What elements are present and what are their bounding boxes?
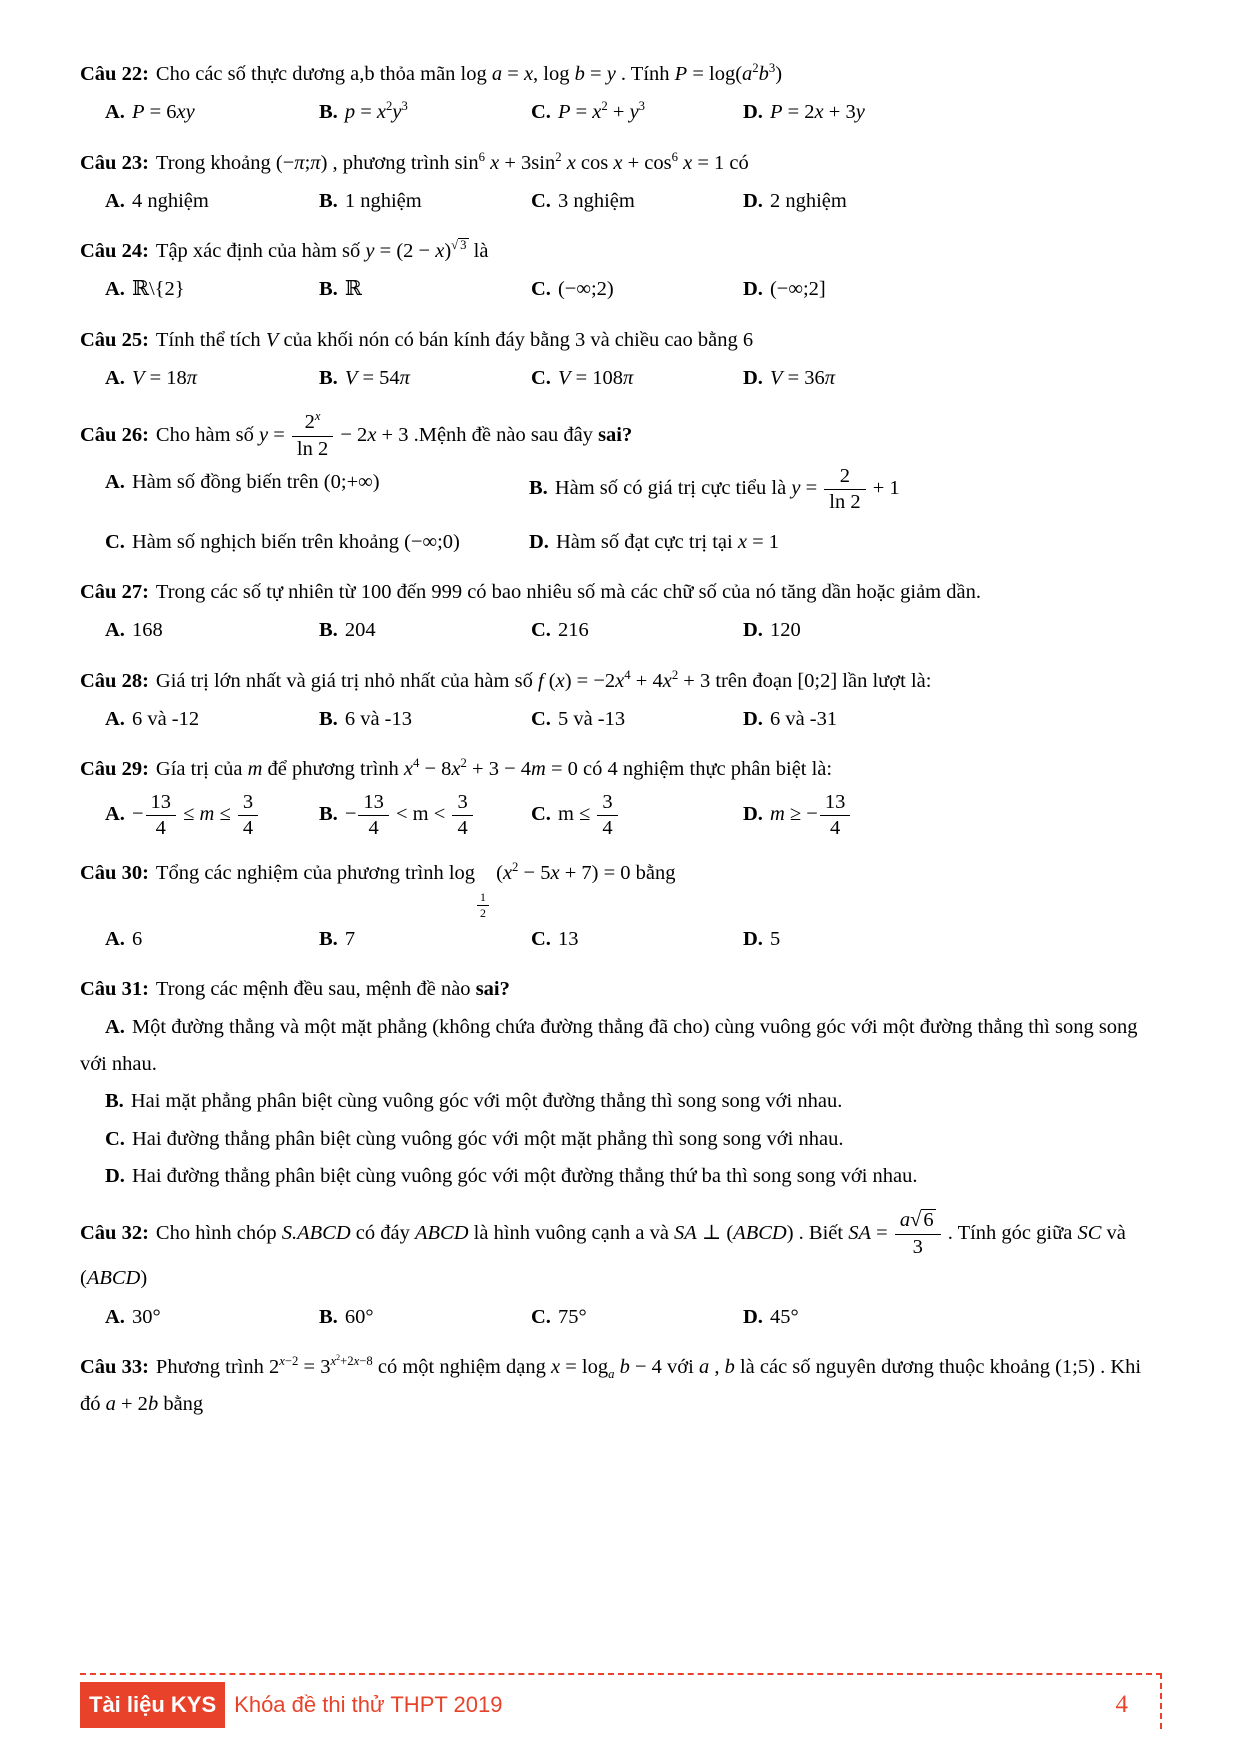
- option-a: [80, 1009, 1162, 1084]
- question-number: Câu 26:: [80, 424, 149, 447]
- question-number: Câu 23:: [80, 151, 149, 174]
- option-b: [319, 94, 531, 131]
- option-c: [80, 1121, 1162, 1158]
- question-stem: [80, 410, 1162, 462]
- option-d-text: 45°: [769, 1305, 799, 1328]
- question-cau-23: [80, 145, 1162, 221]
- option-c-text: 3 nghiệm: [557, 189, 635, 212]
- option-b-label: B.: [319, 101, 338, 124]
- option-d-text: 2 nghiệm: [769, 189, 847, 212]
- question-cau-25: [80, 322, 1162, 398]
- option-b-text: Hai mặt phẳng phân biệt cùng vuông góc với một đường thẳng thì song song với nhau.: [130, 1090, 843, 1113]
- option-c-text: V = 108π: [557, 367, 634, 390]
- option-c-label: C.: [531, 189, 551, 212]
- option-d: [80, 1158, 1162, 1195]
- option-b-label: B.: [319, 708, 338, 731]
- question-text: Gía trị của m để phương trình $x^4 - 8x^2 + 3 - 4m = 0$ có 4 nghiệm thực phân biệt là:: [155, 756, 833, 781]
- option-b-text: 1 nghiệm: [344, 189, 422, 212]
- option-d: [743, 360, 1162, 397]
- question-text: Cho các số thực dương a,b thỏa mãn log a = x, log b = y . Tính $P = \log(a^2b^3)$: [155, 61, 783, 85]
- option-c: [105, 524, 529, 561]
- question-stem: [80, 1208, 1162, 1298]
- option-c-label: C.: [105, 530, 125, 553]
- option-a-text: Một đường thẳng và một mặt phẳng (không chứa đường thẳng đã cho) cùng vuông góc với một đường thẳng thì song song với nhau.: [80, 1015, 1138, 1075]
- option-a: [105, 790, 319, 842]
- option-d-label: D.: [105, 1164, 125, 1187]
- question-number: Câu 30:: [80, 861, 149, 884]
- answer-options: [80, 1009, 1162, 1195]
- question-cau-30: [80, 855, 1162, 958]
- question-cau-27: [80, 574, 1162, 650]
- option-a-label: A.: [105, 470, 125, 493]
- option-c-label: C.: [531, 101, 551, 124]
- question-text: Cho hàm số y = $\frac{2^x}{\ln 2}$ − 2x + 3 .Mệnh đề nào sau đây sai?: [156, 424, 632, 446]
- option-c-text: Hàm số nghịch biến trên khoảng (−∞;0): [131, 530, 460, 553]
- question-stem: [80, 322, 1162, 359]
- answer-options: [105, 94, 1162, 131]
- option-b-label: B.: [319, 803, 338, 826]
- option-a-label: A.: [105, 928, 125, 951]
- option-a-text: 30°: [131, 1305, 161, 1328]
- question-number: Câu 32:: [80, 1221, 149, 1244]
- option-b-text: − $\frac{13}{4}$ < m < $\frac{3}{4}$: [345, 803, 475, 825]
- option-d-text: m ≥ − $\frac{13}{4}$: [770, 803, 852, 825]
- question-text: Phương trình $2^{x-2} = 3^{x^2+2x-8}$ có một nghiệm dạng $x = \log_a b - 4$ với a , b là các số nguyên dương thuộc khoảng (1;5) . Khi đó a + 2b bằng: [80, 1352, 1142, 1416]
- option-d: [743, 271, 1162, 308]
- option-b-label: B.: [319, 189, 338, 212]
- option-a: [105, 94, 319, 131]
- option-c-text: 13: [557, 928, 579, 951]
- question-stem: [80, 574, 1162, 611]
- option-d: [743, 183, 1162, 220]
- answer-options: [105, 464, 1162, 562]
- question-number: Câu 27:: [80, 581, 149, 604]
- option-d-text: 120: [769, 619, 801, 642]
- option-b-label: B.: [319, 928, 338, 951]
- brand-badge: Tài liệu KYS: [80, 1682, 225, 1728]
- question-text: Trong các mệnh đều sau, mệnh đề nào sai?: [155, 978, 510, 1001]
- option-a-text: ℝ\{2}: [131, 278, 185, 301]
- page-number: 4: [1115, 1691, 1128, 1719]
- option-d-text: (−∞;2]: [769, 278, 826, 301]
- option-a-label: A.: [105, 101, 125, 124]
- option-d-label: D.: [743, 367, 763, 390]
- option-b: [319, 701, 531, 738]
- option-b: [319, 921, 531, 958]
- option-d-text: 5: [769, 928, 781, 951]
- option-c-text: m ≤ $\frac{3}{4}$: [558, 803, 620, 825]
- question-stem: [80, 855, 1162, 920]
- option-a: [105, 701, 319, 738]
- question-cau-24: [80, 233, 1162, 309]
- question-stem: [80, 971, 1162, 1008]
- question-number: Câu 25:: [80, 328, 149, 351]
- option-b: [319, 183, 531, 220]
- question-stem: [80, 56, 1162, 93]
- option-d: [743, 612, 1162, 649]
- question-cau-31: [80, 971, 1162, 1195]
- option-c-label: C.: [105, 1127, 125, 1150]
- option-c-text: Hai đường thẳng phân biệt cùng vuông góc với một mặt phẳng thì song song với nhau.: [131, 1127, 844, 1150]
- option-d-label: D.: [529, 530, 549, 553]
- option-b-text: 204: [344, 619, 376, 642]
- question-cau-32: [80, 1208, 1162, 1336]
- option-a: [105, 183, 319, 220]
- question-text: Tính thể tích V của khối nón có bán kính đáy bằng 3 và chiều cao bằng 6: [155, 328, 754, 351]
- option-c-label: C.: [531, 928, 551, 951]
- question-cau-33: [80, 1349, 1162, 1424]
- question-number: Câu 28:: [80, 669, 149, 692]
- question-number: Câu 33:: [80, 1355, 149, 1378]
- question-text: Trong các số tự nhiên từ 100 đến 999 có bao nhiêu số mà các chữ số của nó tăng dần hoặc giảm dần.: [155, 581, 981, 604]
- question-number: Câu 22:: [80, 63, 149, 85]
- question-text: Tổng các nghiệm của phương trình log $\frac{1}{2}$ $(x^2 - 5x + 7) = 0$ bằng: [155, 860, 676, 920]
- option-b: [319, 271, 531, 308]
- option-b-text: Hàm số có giá trị cực tiểu là y = $\frac{2}{\ln 2}$ + 1: [555, 477, 900, 499]
- question-cau-28: [80, 663, 1162, 739]
- option-b-text: 60°: [344, 1305, 374, 1328]
- option-a-label: A.: [105, 708, 125, 731]
- answer-options: [105, 271, 1162, 308]
- option-a: [105, 1299, 319, 1336]
- option-c: [531, 701, 743, 738]
- answer-options: [105, 1299, 1162, 1336]
- option-a-label: A.: [105, 619, 125, 642]
- option-b-text: $p = x^2y^3$: [344, 99, 408, 124]
- option-c-label: C.: [531, 367, 551, 390]
- option-a-text: 6: [131, 928, 143, 951]
- option-b-text: 7: [344, 928, 356, 951]
- option-a: [105, 921, 319, 958]
- option-a-text: − $\frac{13}{4}$ ≤ m ≤ $\frac{3}{4}$: [132, 803, 260, 825]
- option-a-label: A.: [105, 189, 125, 212]
- option-b-text: ℝ: [344, 278, 362, 301]
- answer-options: [105, 183, 1162, 220]
- answer-options: [105, 612, 1162, 649]
- question-cau-26: [80, 410, 1162, 561]
- option-c-label: C.: [531, 1305, 551, 1328]
- option-d-label: D.: [743, 708, 763, 731]
- option-d: [743, 921, 1162, 958]
- option-a-label: A.: [105, 278, 125, 301]
- option-b: [529, 464, 1162, 516]
- option-a-label: A.: [105, 1015, 125, 1038]
- question-number: Câu 31:: [80, 978, 149, 1001]
- option-b: [319, 790, 531, 842]
- option-a-text: 4 nghiệm: [131, 189, 209, 212]
- option-d: [743, 1299, 1162, 1336]
- question-cau-29: [80, 751, 1162, 842]
- answer-options: [105, 701, 1162, 738]
- option-c-label: C.: [531, 278, 551, 301]
- question-stem: [80, 233, 1162, 270]
- option-c: [531, 94, 743, 131]
- option-b-label: B.: [319, 278, 338, 301]
- answer-options: [105, 360, 1162, 397]
- option-b: [319, 612, 531, 649]
- option-b-label: B.: [319, 1305, 338, 1328]
- option-b-label: B.: [105, 1090, 124, 1113]
- question-number: Câu 24:: [80, 240, 149, 263]
- footer-vertical-line: [1160, 1673, 1162, 1729]
- option-d: [743, 790, 1162, 842]
- option-c: [531, 360, 743, 397]
- question-stem: [80, 663, 1162, 700]
- option-b-label: B.: [319, 367, 338, 390]
- question-text: Tập xác định của hàm số $y = (2 - x)^{√ 3}$ là: [155, 238, 489, 263]
- option-c-text: 75°: [557, 1305, 587, 1328]
- option-c: [531, 183, 743, 220]
- option-d-text: Hai đường thẳng phân biệt cùng vuông góc với một đường thẳng thứ ba thì song song với nhau.: [131, 1164, 918, 1187]
- question-stem: [80, 751, 1162, 788]
- option-b-text: 6 và -13: [344, 708, 412, 731]
- option-a: [105, 271, 319, 308]
- option-a: [105, 612, 319, 649]
- option-d-text: Hàm số đạt cực trị tại x = 1: [555, 530, 779, 553]
- answer-options: [105, 921, 1162, 958]
- option-d: [743, 701, 1162, 738]
- option-b: [319, 360, 531, 397]
- option-c: [531, 790, 743, 842]
- option-b: [80, 1083, 1162, 1120]
- option-a-label: A.: [105, 803, 125, 826]
- option-a: [105, 464, 529, 516]
- footer-subtitle: Khóa đề thi thử THPT 2019: [234, 1691, 503, 1717]
- question-cau-22: [80, 56, 1162, 132]
- option-b: [319, 1299, 531, 1336]
- question-text: Trong khoảng (−π;π) , phương trình $\sin^6 x + 3\sin^2$ x $\cos x + \cos^6 x = 1$ có: [155, 149, 749, 174]
- option-a-label: A.: [105, 1305, 125, 1328]
- page-footer: [80, 1673, 1162, 1730]
- option-a-text: P = 6xy: [131, 101, 195, 124]
- option-c-text: (−∞;2): [557, 278, 614, 301]
- answer-options: [105, 790, 1162, 842]
- option-c-text: 216: [557, 619, 589, 642]
- option-a-label: A.: [105, 367, 125, 390]
- option-d-text: P = 2x + 3y: [769, 101, 865, 124]
- option-c: [531, 1299, 743, 1336]
- option-d-text: V = 36π: [769, 367, 836, 390]
- option-b-label: B.: [319, 619, 338, 642]
- option-a-text: Hàm số đồng biến trên (0;+∞): [131, 470, 380, 493]
- option-d-label: D.: [743, 928, 763, 951]
- option-d-label: D.: [743, 101, 763, 124]
- option-d: [743, 94, 1162, 131]
- option-c-label: C.: [531, 803, 551, 826]
- option-c: [531, 612, 743, 649]
- option-d-label: D.: [743, 803, 763, 826]
- option-a-text: 168: [131, 619, 163, 642]
- option-a-text: V = 18π: [131, 367, 198, 390]
- option-c: [531, 921, 743, 958]
- question-number: Câu 29:: [80, 758, 149, 781]
- question-stem: [80, 145, 1162, 182]
- option-a-text: 6 và -12: [131, 708, 200, 731]
- question-text: Cho hình chóp S.ABCD có đáy ABCD là hình vuông cạnh a và SA ⊥ (ABCD) . Biết SA = $\frac{a√6}{3}$ . Tính góc giữa SC và (ABCD): [80, 1209, 1126, 1290]
- option-d-text: 6 và -31: [769, 708, 838, 731]
- option-d-label: D.: [743, 278, 763, 301]
- option-c-text: 5 và -13: [557, 708, 626, 731]
- question-stem: [80, 1349, 1162, 1424]
- option-d-label: D.: [743, 1305, 763, 1328]
- option-d-label: D.: [743, 189, 763, 212]
- option-c-text: $P = x^2 + y^3$: [557, 99, 646, 124]
- option-b-label: B.: [529, 477, 548, 500]
- option-d-label: D.: [743, 619, 763, 642]
- question-text: Giá trị lớn nhất và giá trị nhỏ nhất của hàm số f $(x) = -2x^4 + 4x^2 + 3$ trên đoạn [0;2] lần lượt là:: [155, 667, 932, 692]
- option-c: [531, 271, 743, 308]
- option-d: [529, 524, 1162, 561]
- option-c-label: C.: [531, 708, 551, 731]
- option-a: [105, 360, 319, 397]
- option-b-text: V = 54π: [344, 367, 410, 390]
- option-c-label: C.: [531, 619, 551, 642]
